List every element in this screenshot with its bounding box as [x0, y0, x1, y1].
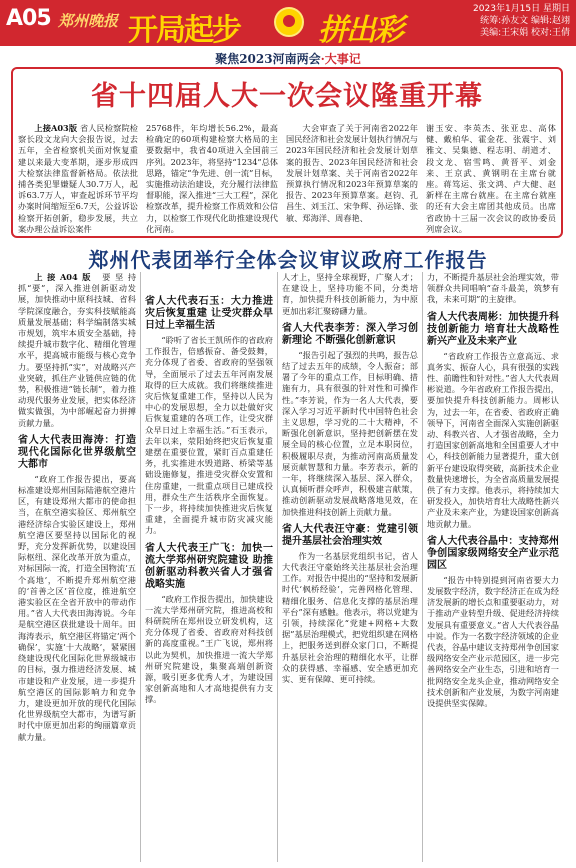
delegate-4-title: 省人大代表李芳：深入学习创新理论 不断强化创新意识: [282, 322, 418, 346]
issue-date: 2023年1月15日 星期日: [473, 4, 570, 14]
delegate-5-title: 省人大代表汪守豪：党建引领 提升基层社会治理实效: [282, 523, 418, 547]
second-article-headline: 郑州代表团举行全体会议审议政府工作报告: [88, 248, 488, 272]
editors-line-1: 统筹:孙友文 编辑:赵翊: [480, 16, 570, 26]
column-divider: [422, 272, 423, 862]
article2-intro: 要坚持抓“要”，深入推进创新驱动发展，加快推动中原科技城、省科学院深度融合，夯实科技赋能高质量发展基础；科学编制落实城市规划，筑牢本质安全基础，持续提升城市数字化、精细化管理水平，提高城市能级与核心竞争力。要坚持抓“实”，对战略兴产业突破，抓住产业链供应链的优势，积极推进“链长制”，着力推动现代服务业发展，把实体经济做实做强，为中部崛起奋力拼搏贡献力量。: [18, 272, 136, 428]
column-4-continuation: 力，不断提升基层社会治理实效，带领群众共同唱响“奋斗最美，筑梦有我，未来可期”的主旋律。: [427, 272, 559, 305]
newspaper-logo: 郑州晚报: [58, 12, 119, 30]
delegate-1-title: 省人大代表田海涛：打造现代化国际化世界级航空大都市: [18, 434, 136, 470]
lead-column-1-text: 省人民检察院检察长段文龙向大会报告说，过去五年，全省检察机关面对恢复重建以来最大变革期，逐步形成四大检察法律监督新格局。依法批捕各类犯罪嫌疑人30.7万人，起诉63.7万人，审查起诉环节平均办案时间缩短至6.7天，公益诉讼检察开拓创新，稳步发展，共立案办理公益诉讼案件: [18, 123, 138, 233]
article2-column-4: [427, 272, 559, 864]
delegate-7-body: “报告中特别提到河南省要大力发展数字经济，数字经济正在成为经济发展新的增长点和重要驱动力，对于推动产业转型升级、促进经济持续发展具有重要意义。”省人大代表谷晶中说。作为一名数字经济领域的企业代表，谷晶中建议支持郑州争创国家级网络安全产业示范园区，进一步完善网络安全产业生态，引进和培育一批网络安全龙头企业，推动网络安全技术创新和产业发展，为数字河南建设提供坚实保障。: [427, 574, 559, 709]
delegate-5-body: 作为一名基层党组织书记，省人大代表汪守豪始终关注基层社会治理工作。对报告中提出的“坚持和发展新时代‘枫桥经验’，完善网格化管理、精细化服务、信息化支撑的基层治理平台”深有感触。他表示，将以党建为引领，持续深化“党建+网格+大数据”基层治理模式，把党组织建在网格上，把服务送到群众家门口，不断提升基层社会治理的精细化水平，让群众的获得感、幸福感、安全感更加充实、更有保障、更可持续。: [282, 550, 418, 685]
delegate-4-body: “报告引起了强烈的共鸣，报告总结了过去五年的成绩，令人振奋；部署了今年的重点工作，目标明确、措施有力，具有很强的针对性和可操作性。”李芳说，作为一名人大代表，要深入学习习近平新时代中国特色社会主义思想，学习党的二十大精神，不断强化创新意识，坚持把创新摆在发展全局的核心位置，立足本职岗位，积极履职尽责，为推动河南高质量发展贡献智慧和力量。李芳表示，新的一年，将继续深入基层、深入群众，认真倾听群众呼声，积极建言献策，推动创新驱动发展战略落地见效，在加快推进科技创新上贡献力量。: [282, 349, 418, 517]
lead-article-column-1: [18, 123, 138, 233]
delegate-2-body: “聆听了省长王凯所作的省政府工作报告，倍感振奋、备受鼓舞，充分体现了省委、省政府的坚强领导，全面展示了过去五年河南发展取得的巨大成就。我们将继续推进灾后恢复重建工作，坚持以人民为中心的发展思想，全力以赴做好灾后恢复重建的各项工作，让受灾群众早日过上幸福生活。”石玉表示，去年以来，荥阳始终把灾后恢复重建摆在重要位置，紧盯百点重建任务，扎实推进水毁道路、桥梁等基础设施修复，推进受灾群众安置和住房重建，一批重点项目已建成投用，群众生产生活秩序全面恢复。下一步，将持续加快推进灾后恢复重建，全面提升城市防灾减灾能力。: [145, 335, 273, 536]
subtitle-prefix: 聚焦2023河南两会: [215, 52, 321, 66]
lead-article-column-3: [286, 123, 418, 233]
delegate-2-title: 省人大代表石玉：大力推进灾后恢复重建 让受灾群众早日过上幸福生活: [145, 296, 273, 331]
lead-article-column-4: [426, 123, 556, 233]
continued-from-tag-2: 上接A04版: [34, 272, 96, 282]
emblem-icon: [274, 7, 304, 37]
banner-title-right: 拼出彩: [318, 13, 402, 48]
column-3-continuation: 人才上，坚持全球视野，广聚人才；在建设上，坚持功能不同，分类培育，加快提升科技创新能力，为中原更加出彩汇聚磅礴力量。: [282, 272, 418, 316]
delegate-3-title: 省人大代表王广飞：加快一流大学郑州研究院建设 助推创新驱动科教兴省人才强省战略实施: [145, 542, 273, 590]
delegate-6-title: 省人大代表周彬：加快提升科技创新能力 培育壮大战略性新兴产业及未来产业: [427, 311, 559, 347]
editors-line-2: 美编:王宋娟 校对:王倩: [480, 28, 570, 38]
column-divider: [277, 272, 278, 862]
delegate-7-title: 省人大代表谷晶中：支持郑州争创国家级网络安全产业示范园区: [427, 535, 559, 571]
column-divider: [140, 272, 141, 862]
lead-column-2-text: 25768件，年均增长56.2%，最高检确定的60项构建检察大格局的主要数据中，我省40项进入全国前三序列。2023年，将坚持“1234”总体思路，锚定“争先进、创一流”目标，实施推动法治建设，充分履行法律监督职能，深入推进“三大工程”，深化检察改革，提升检察工作质效和公信力，以检察工作现代化助推建设现代化河南。: [146, 123, 278, 233]
section-subtitle: [0, 50, 576, 67]
article2-column-2: [145, 272, 273, 864]
subtitle-suffix: ·大事记: [320, 52, 361, 66]
continued-from-tag: 上接A03版: [34, 123, 78, 133]
delegate-1-body: “政府工作报告提出，要高标准建设郑州国际陆港航空港片区，有建设郑州大都市的使命担当，在航空港实验区、郑州航空港经济综合实验区建设上，郑州航空港区要坚持以国际化的视野，充分发挥新优势，以建设国际枢纽、深化改革开放为重点，对标国际一流，打造全国物流‘五个高地’，不断提升郑州航空港的‘首善之区’首位度，推进航空港实验区在全省开放中的带动作用。”省人大代表田海涛说。今年是航空港区获批建设十周年。田海涛表示，航空港区将锚定‘两个确保’，实施‘十大战略’，紧紧围绕建设现代化国际化世界级城市的目标，强力推进经济发展、城市建设和产业发展，进一步提升航空港区的国际影响力和竞争力，建设更加开放的现代化国际化世界级航空大都市，为谱写新时代中原更加出彩的绚丽篇章贡献力量。: [18, 473, 136, 742]
article2-column-3: [282, 272, 418, 864]
lead-column-4-text: 谢玉安、李英杰、张亚忠、高体健、戴柏华、霍金花、张震宇、刘雅文、吴集德、程志明、胡道才、段文龙、宿雪鸣、黄晋平、刘金来、王京武、黄钢明在主席台就座。蒋笃运、张文鸿、卢大健、赵新样在主席台就座。在主席台就座的还有大会主席团其他成员。出席省政协十三届一次会议的政协委员列席会议。: [426, 123, 556, 233]
lead-column-3-text: 大会审查了关于河南省2022年国民经济和社会发展计划执行情况与2023年国民经济和社会发展计划草案的报告、2023年国民经济和社会发展计划草案、关于河南省2022年预算执行情况和2023年预算草案的报告、2023年预算草案。赵钧、孔昌生、刘玉江、宋争辉、孙运锋、张敏、郑海洋、周春艳、: [286, 123, 418, 223]
delegate-3-body: “政府工作报告提出，加快建设一流大学郑州研究院，推进高校和科研院所在郑州设立研发机构，这充分体现了省委、省政府对科技创新的高度重视。”王广飞说，郑州将以此为契机，加快推进一流大学郑州研究院建设，集聚高端创新资源，吸引更多优秀人才，为建设国家创新高地和人才高地提供有力支撑。: [145, 593, 273, 705]
delegate-6-body: “省政府工作报告立意高远、求真务实、振奋人心，具有很强的实践性、前瞻性和针对性。”省人大代表周彬说道。今年省政府工作报告提出，要加快提升科技创新能力。周彬认为，过去一年，在省委、省政府正确领导下，河南省全面深入实施创新驱动、科教兴省、人才强省战略，全力打造国家创新高地和全国重要人才中心，科技创新能力显著提升，重大创新平台建设取得突破，高新技术企业数量快速增长，为全省高质量发展提供了有力支撑。他表示，将持续加大研发投入，加快培育壮大战略性新兴产业及未来产业，为建设国家创新高地贡献力量。: [427, 350, 559, 529]
lead-article-headline: 省十四届人大一次会议隆重开幕: [91, 81, 483, 112]
banner-title-left: 开局起步: [128, 13, 240, 48]
page-number: A05: [6, 6, 51, 31]
article2-column-1: [18, 272, 136, 864]
lead-article-column-2: [146, 123, 278, 233]
